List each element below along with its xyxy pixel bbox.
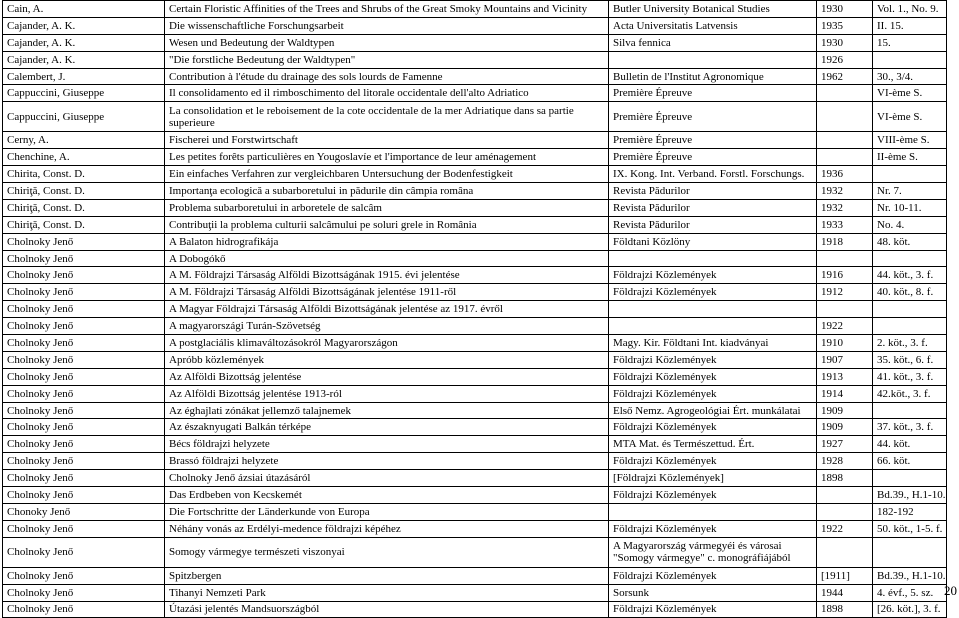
author-cell: Calembert, J. <box>3 68 165 85</box>
table-row <box>3 17 947 34</box>
year-cell: 1898 <box>817 601 873 618</box>
volume-cell: Bd.39., H.1-10. <box>873 567 947 584</box>
year-cell: 1932 <box>817 199 873 216</box>
author-cell: Cholnoky Jenő <box>3 267 165 284</box>
table-row <box>3 51 947 68</box>
author-cell: Cain, A. <box>3 1 165 18</box>
source-cell: Földrajzi Közlemények <box>609 284 817 301</box>
source-cell: Première Épreuve <box>609 85 817 102</box>
table-row <box>3 318 947 335</box>
author-cell: Cholnoky Jenő <box>3 453 165 470</box>
year-cell: 1944 <box>817 584 873 601</box>
volume-cell: VIII-ème S. <box>873 132 947 149</box>
author-cell: Cholnoky Jenő <box>3 584 165 601</box>
source-cell <box>609 301 817 318</box>
title-cell: A postglaciális klimaváltozásokról Magyarországon <box>165 335 609 352</box>
bibliography-body <box>3 1 947 618</box>
author-cell: Cappuccini, Giuseppe <box>3 102 165 132</box>
author-cell: Cajander, A. K. <box>3 34 165 51</box>
author-cell: Cholnoky Jenő <box>3 284 165 301</box>
table-row <box>3 520 947 537</box>
year-cell: 1914 <box>817 385 873 402</box>
volume-cell: Nr. 7. <box>873 183 947 200</box>
author-cell: Cholnoky Jenő <box>3 567 165 584</box>
year-cell: 1910 <box>817 335 873 352</box>
volume-cell <box>873 51 947 68</box>
table-row <box>3 199 947 216</box>
title-cell: Cholnoky Jenő ázsiai útazásáról <box>165 470 609 487</box>
title-cell: A Magyar Földrajzi Társaság Alföldi Bizottságának jelentése az 1917. évről <box>165 301 609 318</box>
author-cell: Cholnoky Jenő <box>3 402 165 419</box>
table-row <box>3 351 947 368</box>
year-cell <box>817 149 873 166</box>
source-cell: Bulletin de l'Institut Agronomique <box>609 68 817 85</box>
table-row <box>3 503 947 520</box>
table-row <box>3 601 947 618</box>
source-cell: Revista Pădurilor <box>609 216 817 233</box>
title-cell: Problema subarboretului in arboretele de salcâm <box>165 199 609 216</box>
author-cell: Cholnoky Jenő <box>3 470 165 487</box>
volume-cell <box>873 470 947 487</box>
volume-cell: VI-ème S. <box>873 85 947 102</box>
title-cell: A Dobogókő <box>165 250 609 267</box>
title-cell: Brassó földrajzi helyzete <box>165 453 609 470</box>
year-cell: 1930 <box>817 1 873 18</box>
year-cell <box>817 301 873 318</box>
source-cell: Revista Pădurilor <box>609 199 817 216</box>
volume-cell <box>873 537 947 567</box>
bibliography-table <box>2 0 947 618</box>
table-row <box>3 335 947 352</box>
volume-cell: 37. köt., 3. f. <box>873 419 947 436</box>
title-cell: Contribution à l'étude du drainage des sols lourds de Famenne <box>165 68 609 85</box>
table-row <box>3 166 947 183</box>
title-cell: "Die forstliche Bedeutung der Waldtypen" <box>165 51 609 68</box>
year-cell: 1907 <box>817 351 873 368</box>
table-row <box>3 102 947 132</box>
year-cell: 1926 <box>817 51 873 68</box>
author-cell: Cajander, A. K. <box>3 17 165 34</box>
source-cell: Földtani Közlöny <box>609 233 817 250</box>
volume-cell: 42.köt., 3. f. <box>873 385 947 402</box>
table-row <box>3 402 947 419</box>
volume-cell: 48. köt. <box>873 233 947 250</box>
source-cell: Butler University Botanical Studies <box>609 1 817 18</box>
year-cell: 1918 <box>817 233 873 250</box>
table-row <box>3 385 947 402</box>
table-row <box>3 453 947 470</box>
source-cell: A Magyarország vármegyéi és városai "Somogy vármegye" c. monográfiájából <box>609 537 817 567</box>
source-cell: MTA Mat. és Természettud. Ért. <box>609 436 817 453</box>
title-cell: Apróbb közlemények <box>165 351 609 368</box>
author-cell: Cholnoky Jenő <box>3 419 165 436</box>
year-cell: 1909 <box>817 402 873 419</box>
source-cell: Magy. Kir. Földtani Int. kiadványai <box>609 335 817 352</box>
table-row <box>3 584 947 601</box>
volume-cell: Vol. 1., No. 9. <box>873 1 947 18</box>
author-cell: Cholnoky Jenő <box>3 368 165 385</box>
table-row <box>3 85 947 102</box>
title-cell: Bécs földrajzi helyzete <box>165 436 609 453</box>
year-cell: 1898 <box>817 470 873 487</box>
year-cell <box>817 537 873 567</box>
table-row <box>3 216 947 233</box>
table-row <box>3 368 947 385</box>
volume-cell <box>873 402 947 419</box>
source-cell: Földrajzi Közlemények <box>609 385 817 402</box>
source-cell: Földrajzi Közlemények <box>609 520 817 537</box>
author-cell: Chenchine, A. <box>3 149 165 166</box>
title-cell: Certain Floristic Affinities of the Trees and Shrubs of the Great Smoky Mountains and Vicinity <box>165 1 609 18</box>
volume-cell: 30., 3/4. <box>873 68 947 85</box>
year-cell: 1936 <box>817 166 873 183</box>
author-cell: Cholnoky Jenő <box>3 436 165 453</box>
source-cell: Első Nemz. Agrogeológiai Ért. munkálatai <box>609 402 817 419</box>
title-cell: Ein einfaches Verfahren zur vergleichbaren Untersuchung der Bodenfestigkeit <box>165 166 609 183</box>
title-cell: A M. Földrajzi Társaság Alföldi Bizottságának jelentése 1911-ről <box>165 284 609 301</box>
table-row <box>3 149 947 166</box>
source-cell: Sorsunk <box>609 584 817 601</box>
table-row <box>3 301 947 318</box>
author-cell: Chiriţă, Const. D. <box>3 199 165 216</box>
volume-cell <box>873 318 947 335</box>
title-cell: Wesen und Bedeutung der Waldtypen <box>165 34 609 51</box>
author-cell: Cholnoky Jenő <box>3 250 165 267</box>
volume-cell <box>873 250 947 267</box>
source-cell: Földrajzi Közlemények <box>609 351 817 368</box>
year-cell: 1909 <box>817 419 873 436</box>
source-cell: [Földrajzi Közlemények] <box>609 470 817 487</box>
title-cell: A magyarországi Turán-Szövetség <box>165 318 609 335</box>
table-row <box>3 267 947 284</box>
volume-cell: 44. köt. <box>873 436 947 453</box>
year-cell: 1962 <box>817 68 873 85</box>
year-cell: 1933 <box>817 216 873 233</box>
year-cell <box>817 487 873 504</box>
author-cell: Cholnoky Jenő <box>3 385 165 402</box>
title-cell: A M. Földrajzi Társaság Alföldi Bizottságának 1915. évi jelentése <box>165 267 609 284</box>
table-row <box>3 132 947 149</box>
title-cell: La consolidation et le reboisement de la cote occidentale de la mer Adriatique dans sa partie superieure <box>165 102 609 132</box>
volume-cell: No. 4. <box>873 216 947 233</box>
volume-cell: [26. köt.], 3. f. <box>873 601 947 618</box>
source-cell: Première Épreuve <box>609 149 817 166</box>
volume-cell: Nr. 10-11. <box>873 199 947 216</box>
title-cell: Fischerei und Forstwirtschaft <box>165 132 609 149</box>
title-cell: Somogy vármegye természeti viszonyai <box>165 537 609 567</box>
volume-cell: 15. <box>873 34 947 51</box>
volume-cell: 50. köt., 1-5. f. <box>873 520 947 537</box>
table-row <box>3 537 947 567</box>
source-cell: Földrajzi Közlemények <box>609 419 817 436</box>
volume-cell: 66. köt. <box>873 453 947 470</box>
source-cell: Földrajzi Közlemények <box>609 368 817 385</box>
title-cell: Les petites forêts particulières en Yougoslavíe et l'importance de leur aménagement <box>165 149 609 166</box>
year-cell: 1932 <box>817 183 873 200</box>
author-cell: Cholnoky Jenő <box>3 351 165 368</box>
table-row <box>3 567 947 584</box>
year-cell <box>817 503 873 520</box>
year-cell <box>817 250 873 267</box>
table-row <box>3 470 947 487</box>
author-cell: Chirita, Const. D. <box>3 166 165 183</box>
page-number: 20 <box>944 583 957 598</box>
volume-cell: 182-192 <box>873 503 947 520</box>
source-cell: Acta Universitatis Latvensis <box>609 17 817 34</box>
year-cell: 1928 <box>817 453 873 470</box>
source-cell: Revista Pădurilor <box>609 183 817 200</box>
table-row <box>3 487 947 504</box>
source-cell: Földrajzi Közlemények <box>609 567 817 584</box>
year-cell: 1922 <box>817 520 873 537</box>
title-cell: Die Fortschritte der Länderkunde von Europa <box>165 503 609 520</box>
volume-cell: 35. köt., 6. f. <box>873 351 947 368</box>
volume-cell <box>873 166 947 183</box>
author-cell: Cholnoky Jenő <box>3 335 165 352</box>
title-cell: Das Erdbeben von Kecskemét <box>165 487 609 504</box>
volume-cell: 40. köt., 8. f. <box>873 284 947 301</box>
source-cell: Première Épreuve <box>609 102 817 132</box>
source-cell <box>609 503 817 520</box>
title-cell: Néhány vonás az Erdélyi-medence földrajzi képéhez <box>165 520 609 537</box>
title-cell: Az északnyugati Balkán térképe <box>165 419 609 436</box>
year-cell <box>817 132 873 149</box>
source-cell: Silva fennica <box>609 34 817 51</box>
table-row <box>3 284 947 301</box>
author-cell: Cappuccini, Giuseppe <box>3 85 165 102</box>
source-cell: Földrajzi Közlemények <box>609 267 817 284</box>
author-cell: Chonoky Jenő <box>3 503 165 520</box>
author-cell: Chiriţă, Const. D. <box>3 183 165 200</box>
year-cell: 1922 <box>817 318 873 335</box>
author-cell: Cerny, A. <box>3 132 165 149</box>
year-cell: 1912 <box>817 284 873 301</box>
year-cell <box>817 85 873 102</box>
volume-cell: II-ème S. <box>873 149 947 166</box>
source-cell: Földrajzi Közlemények <box>609 487 817 504</box>
table-row <box>3 436 947 453</box>
year-cell <box>817 102 873 132</box>
title-cell: Spitzbergen <box>165 567 609 584</box>
author-cell: Cholnoky Jenő <box>3 601 165 618</box>
volume-cell: II. 15. <box>873 17 947 34</box>
table-row <box>3 68 947 85</box>
author-cell: Cholnoky Jenő <box>3 318 165 335</box>
source-cell: IX. Kong. Int. Verband. Forstl. Forschungs. <box>609 166 817 183</box>
year-cell: 1930 <box>817 34 873 51</box>
volume-cell: 4. évf., 5. sz. <box>873 584 947 601</box>
source-cell: Földrajzi Közlemények <box>609 453 817 470</box>
source-cell <box>609 250 817 267</box>
table-row <box>3 233 947 250</box>
source-cell: Földrajzi Közlemények <box>609 601 817 618</box>
author-cell: Cholnoky Jenő <box>3 520 165 537</box>
volume-cell: VI-ème S. <box>873 102 947 132</box>
title-cell: A Balaton hidrografikája <box>165 233 609 250</box>
author-cell: Cholnoky Jenő <box>3 301 165 318</box>
table-row <box>3 183 947 200</box>
volume-cell: Bd.39., H.1-10. <box>873 487 947 504</box>
title-cell: Die wissenschaftliche Forschungsarbeit <box>165 17 609 34</box>
title-cell: Az Alföldi Bizottság jelentése <box>165 368 609 385</box>
year-cell: 1913 <box>817 368 873 385</box>
volume-cell: 44. köt., 3. f. <box>873 267 947 284</box>
volume-cell: 41. köt., 3. f. <box>873 368 947 385</box>
source-cell: Première Épreuve <box>609 132 817 149</box>
table-row <box>3 250 947 267</box>
author-cell: Cholnoky Jenő <box>3 233 165 250</box>
year-cell: 1935 <box>817 17 873 34</box>
title-cell: Az Alföldi Bizottság jelentése 1913-ról <box>165 385 609 402</box>
title-cell: Contribuţii la problema culturii salcâmului pe soluri grele in România <box>165 216 609 233</box>
title-cell: Tihanyi Nemzeti Park <box>165 584 609 601</box>
table-row <box>3 1 947 18</box>
title-cell: Importanţa ecologică a subarboretului in pădurile din câmpia româna <box>165 183 609 200</box>
source-cell <box>609 318 817 335</box>
year-cell: [1911] <box>817 567 873 584</box>
volume-cell <box>873 301 947 318</box>
year-cell: 1927 <box>817 436 873 453</box>
title-cell: Il consolidamento ed il rimboschimento del litorale occidentale dell'alto Adriatico <box>165 85 609 102</box>
author-cell: Cajander, A. K. <box>3 51 165 68</box>
title-cell: Az éghajlati zónákat jellemző talajnemek <box>165 402 609 419</box>
author-cell: Cholnoky Jenő <box>3 537 165 567</box>
table-row <box>3 419 947 436</box>
volume-cell: 2. köt., 3. f. <box>873 335 947 352</box>
author-cell: Chiriţă, Const. D. <box>3 216 165 233</box>
title-cell: Útazási jelentés Mandsuországból <box>165 601 609 618</box>
year-cell: 1916 <box>817 267 873 284</box>
author-cell: Cholnoky Jenő <box>3 487 165 504</box>
source-cell <box>609 51 817 68</box>
table-row <box>3 34 947 51</box>
